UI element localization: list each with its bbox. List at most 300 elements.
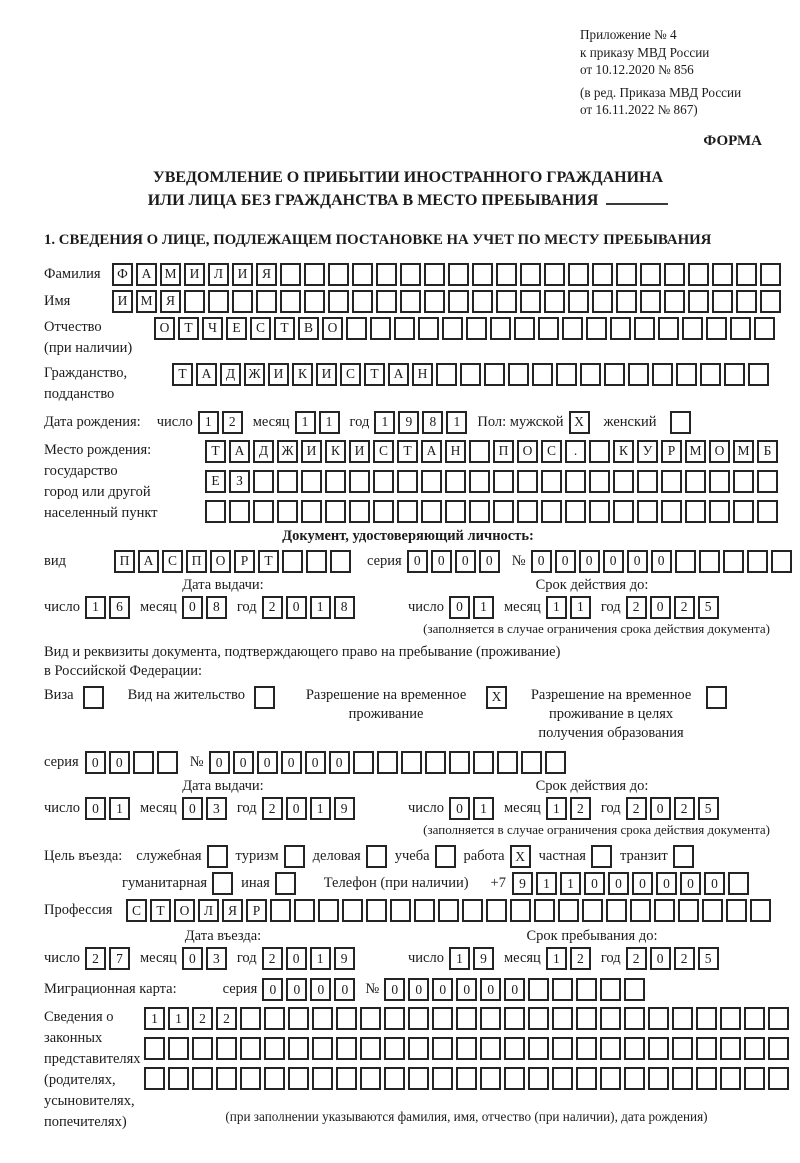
form-cell[interactable]: Т: [172, 363, 193, 386]
form-cell[interactable]: [373, 470, 394, 493]
form-cell[interactable]: [414, 899, 435, 922]
form-cell[interactable]: [384, 1037, 405, 1060]
form-cell[interactable]: 0: [329, 751, 350, 774]
form-cell[interactable]: [528, 1067, 549, 1090]
form-cell[interactable]: [240, 1007, 261, 1030]
form-cell[interactable]: [630, 899, 651, 922]
form-cell[interactable]: 0: [555, 550, 576, 573]
form-cell[interactable]: [493, 500, 514, 523]
form-cell[interactable]: Т: [150, 899, 171, 922]
form-cell[interactable]: [700, 363, 721, 386]
form-cell[interactable]: [480, 1037, 501, 1060]
form-cell[interactable]: 0: [584, 872, 605, 895]
form-cell[interactable]: [712, 290, 733, 313]
form-cell[interactable]: [616, 263, 637, 286]
form-cell[interactable]: [442, 317, 463, 340]
form-cell[interactable]: [460, 363, 481, 386]
form-cell[interactable]: А: [196, 363, 217, 386]
form-cell[interactable]: Е: [205, 470, 226, 493]
form-cell[interactable]: [480, 1067, 501, 1090]
form-cell[interactable]: [312, 1067, 333, 1090]
form-cell[interactable]: [376, 290, 397, 313]
form-cell[interactable]: [688, 263, 709, 286]
form-cell[interactable]: П: [114, 550, 135, 573]
form-cell[interactable]: [469, 500, 490, 523]
form-cell[interactable]: [301, 470, 322, 493]
form-cell[interactable]: [397, 470, 418, 493]
form-cell[interactable]: 0: [651, 550, 672, 573]
form-cell[interactable]: О: [154, 317, 175, 340]
form-cell[interactable]: Ж: [244, 363, 265, 386]
form-cell[interactable]: [528, 978, 549, 1001]
form-cell[interactable]: [600, 1037, 621, 1060]
form-cell[interactable]: [370, 317, 391, 340]
form-cell[interactable]: [747, 550, 768, 573]
form-cell[interactable]: [376, 263, 397, 286]
form-cell[interactable]: [336, 1037, 357, 1060]
form-cell[interactable]: 1: [570, 596, 591, 619]
form-cell[interactable]: .: [565, 440, 586, 463]
form-cell[interactable]: [613, 470, 634, 493]
form-cell[interactable]: [576, 1007, 597, 1030]
form-cell[interactable]: [552, 1037, 573, 1060]
form-cell[interactable]: [496, 290, 517, 313]
form-cell[interactable]: 1: [473, 797, 494, 820]
form-cell[interactable]: [757, 500, 778, 523]
form-cell[interactable]: 2: [262, 797, 283, 820]
form-cell[interactable]: 1: [546, 797, 567, 820]
form-cell[interactable]: 0: [310, 978, 331, 1001]
form-cell[interactable]: [486, 899, 507, 922]
form-cell[interactable]: [589, 470, 610, 493]
form-cell[interactable]: 0: [109, 751, 130, 774]
form-cell[interactable]: [568, 290, 589, 313]
form-cell[interactable]: 1: [546, 596, 567, 619]
form-cell[interactable]: [264, 1067, 285, 1090]
form-cell[interactable]: [624, 1037, 645, 1060]
form-cell[interactable]: К: [613, 440, 634, 463]
form-cell[interactable]: [696, 1037, 717, 1060]
form-cell[interactable]: [352, 290, 373, 313]
form-cell[interactable]: 1: [310, 596, 331, 619]
form-cell[interactable]: [435, 845, 456, 868]
form-cell[interactable]: [325, 470, 346, 493]
form-cell[interactable]: 1: [560, 872, 581, 895]
form-cell[interactable]: 0: [632, 872, 653, 895]
form-cell[interactable]: [497, 751, 518, 774]
form-cell[interactable]: [366, 899, 387, 922]
form-cell[interactable]: 2: [570, 947, 591, 970]
form-cell[interactable]: И: [316, 363, 337, 386]
form-cell[interactable]: [394, 317, 415, 340]
form-cell[interactable]: 0: [182, 797, 203, 820]
form-cell[interactable]: 7: [109, 947, 130, 970]
form-cell[interactable]: 0: [182, 596, 203, 619]
form-cell[interactable]: [534, 899, 555, 922]
form-cell[interactable]: [144, 1067, 165, 1090]
form-cell[interactable]: [240, 1037, 261, 1060]
form-cell[interactable]: [207, 845, 228, 868]
form-cell[interactable]: [192, 1037, 213, 1060]
form-cell[interactable]: [408, 1007, 429, 1030]
form-cell[interactable]: [330, 550, 351, 573]
form-cell[interactable]: [254, 686, 275, 709]
form-cell[interactable]: Я: [222, 899, 243, 922]
form-cell[interactable]: [582, 899, 603, 922]
form-cell[interactable]: 1: [446, 411, 467, 434]
form-cell[interactable]: [448, 290, 469, 313]
form-cell[interactable]: [288, 1037, 309, 1060]
form-cell[interactable]: [604, 363, 625, 386]
form-cell[interactable]: [448, 263, 469, 286]
form-cell[interactable]: 0: [407, 550, 428, 573]
form-cell[interactable]: [192, 1067, 213, 1090]
form-cell[interactable]: 0: [480, 978, 501, 1001]
form-cell[interactable]: 0: [384, 978, 405, 1001]
form-cell[interactable]: [624, 978, 645, 1001]
form-cell[interactable]: К: [292, 363, 313, 386]
form-cell[interactable]: [685, 500, 706, 523]
form-cell[interactable]: 0: [456, 978, 477, 1001]
form-cell[interactable]: [390, 899, 411, 922]
form-cell[interactable]: Д: [220, 363, 241, 386]
form-cell[interactable]: З: [229, 470, 250, 493]
form-cell[interactable]: О: [210, 550, 231, 573]
form-cell[interactable]: [216, 1037, 237, 1060]
form-cell[interactable]: [733, 500, 754, 523]
form-cell[interactable]: [706, 686, 727, 709]
form-cell[interactable]: 8: [422, 411, 443, 434]
form-cell[interactable]: [473, 751, 494, 774]
form-cell[interactable]: 0: [286, 596, 307, 619]
form-cell[interactable]: [449, 751, 470, 774]
form-cell[interactable]: [325, 500, 346, 523]
form-cell[interactable]: [580, 363, 601, 386]
form-cell[interactable]: 0: [704, 872, 725, 895]
form-cell[interactable]: [400, 263, 421, 286]
form-cell[interactable]: [432, 1007, 453, 1030]
form-cell[interactable]: [270, 899, 291, 922]
form-cell[interactable]: [418, 317, 439, 340]
form-cell[interactable]: Ф: [112, 263, 133, 286]
form-cell[interactable]: 0: [449, 596, 470, 619]
form-cell[interactable]: 2: [674, 596, 695, 619]
form-cell[interactable]: А: [138, 550, 159, 573]
form-cell[interactable]: Д: [253, 440, 274, 463]
form-cell[interactable]: [565, 470, 586, 493]
form-cell[interactable]: [600, 1067, 621, 1090]
form-cell[interactable]: 0: [627, 550, 648, 573]
form-cell[interactable]: [282, 550, 303, 573]
form-cell[interactable]: [400, 290, 421, 313]
form-cell[interactable]: 2: [570, 797, 591, 820]
form-cell[interactable]: [652, 363, 673, 386]
form-cell[interactable]: [637, 470, 658, 493]
form-cell[interactable]: О: [709, 440, 730, 463]
form-cell[interactable]: 1: [310, 797, 331, 820]
form-cell[interactable]: 5: [698, 596, 719, 619]
form-cell[interactable]: Л: [208, 263, 229, 286]
form-cell[interactable]: [723, 550, 744, 573]
form-cell[interactable]: [586, 317, 607, 340]
form-cell[interactable]: 1: [109, 797, 130, 820]
form-cell[interactable]: [256, 290, 277, 313]
form-cell[interactable]: [493, 470, 514, 493]
form-cell[interactable]: [675, 550, 696, 573]
form-cell[interactable]: 2: [192, 1007, 213, 1030]
form-cell[interactable]: [688, 290, 709, 313]
form-cell[interactable]: [771, 550, 792, 573]
form-cell[interactable]: [504, 1007, 525, 1030]
form-cell[interactable]: С: [541, 440, 562, 463]
form-cell[interactable]: 1: [295, 411, 316, 434]
form-cell[interactable]: [712, 263, 733, 286]
form-cell[interactable]: [157, 751, 178, 774]
form-cell[interactable]: [288, 1007, 309, 1030]
form-cell[interactable]: [545, 751, 566, 774]
form-cell[interactable]: [613, 500, 634, 523]
form-cell[interactable]: [352, 263, 373, 286]
form-cell[interactable]: [384, 1067, 405, 1090]
form-cell[interactable]: [360, 1067, 381, 1090]
form-cell[interactable]: 2: [216, 1007, 237, 1030]
form-cell[interactable]: 0: [262, 978, 283, 1001]
form-cell[interactable]: [425, 751, 446, 774]
form-cell[interactable]: 0: [680, 872, 701, 895]
form-cell[interactable]: [275, 872, 296, 895]
form-cell[interactable]: X: [510, 845, 531, 868]
form-cell[interactable]: 0: [286, 947, 307, 970]
form-cell[interactable]: [600, 978, 621, 1001]
form-cell[interactable]: Т: [178, 317, 199, 340]
form-cell[interactable]: [472, 263, 493, 286]
form-cell[interactable]: 1: [198, 411, 219, 434]
form-cell[interactable]: [544, 290, 565, 313]
form-cell[interactable]: 0: [455, 550, 476, 573]
form-cell[interactable]: [349, 500, 370, 523]
form-cell[interactable]: [484, 363, 505, 386]
form-cell[interactable]: Т: [205, 440, 226, 463]
form-cell[interactable]: 1: [144, 1007, 165, 1030]
form-cell[interactable]: [83, 686, 104, 709]
form-cell[interactable]: 1: [473, 596, 494, 619]
form-cell[interactable]: [294, 899, 315, 922]
form-cell[interactable]: [462, 899, 483, 922]
form-cell[interactable]: [720, 1067, 741, 1090]
form-cell[interactable]: [664, 290, 685, 313]
form-cell[interactable]: [342, 899, 363, 922]
form-cell[interactable]: [346, 317, 367, 340]
form-cell[interactable]: [726, 899, 747, 922]
form-cell[interactable]: [624, 1067, 645, 1090]
form-cell[interactable]: [445, 500, 466, 523]
form-cell[interactable]: [658, 317, 679, 340]
form-cell[interactable]: [469, 470, 490, 493]
form-cell[interactable]: [600, 1007, 621, 1030]
form-cell[interactable]: [760, 263, 781, 286]
form-cell[interactable]: [508, 363, 529, 386]
form-cell[interactable]: [277, 470, 298, 493]
form-cell[interactable]: Н: [445, 440, 466, 463]
form-cell[interactable]: [144, 1037, 165, 1060]
form-cell[interactable]: А: [421, 440, 442, 463]
form-cell[interactable]: [682, 317, 703, 340]
form-cell[interactable]: [757, 470, 778, 493]
form-cell[interactable]: [328, 290, 349, 313]
form-cell[interactable]: [750, 899, 771, 922]
form-cell[interactable]: [328, 263, 349, 286]
form-cell[interactable]: [736, 263, 757, 286]
form-cell[interactable]: [212, 872, 233, 895]
form-cell[interactable]: [520, 290, 541, 313]
form-cell[interactable]: Р: [661, 440, 682, 463]
form-cell[interactable]: 0: [656, 872, 677, 895]
form-cell[interactable]: [456, 1007, 477, 1030]
form-cell[interactable]: [277, 500, 298, 523]
form-cell[interactable]: [702, 899, 723, 922]
form-cell[interactable]: Ч: [202, 317, 223, 340]
form-cell[interactable]: [562, 317, 583, 340]
form-cell[interactable]: [349, 470, 370, 493]
form-cell[interactable]: Т: [258, 550, 279, 573]
form-cell[interactable]: Т: [274, 317, 295, 340]
form-cell[interactable]: А: [388, 363, 409, 386]
form-cell[interactable]: 2: [674, 947, 695, 970]
form-cell[interactable]: 2: [85, 947, 106, 970]
form-cell[interactable]: [304, 290, 325, 313]
form-cell[interactable]: Н: [412, 363, 433, 386]
form-cell[interactable]: [648, 1037, 669, 1060]
form-cell[interactable]: [706, 317, 727, 340]
form-cell[interactable]: 8: [334, 596, 355, 619]
form-cell[interactable]: Л: [198, 899, 219, 922]
form-cell[interactable]: 1: [546, 947, 567, 970]
form-cell[interactable]: [640, 263, 661, 286]
form-cell[interactable]: [541, 470, 562, 493]
form-cell[interactable]: [517, 500, 538, 523]
form-cell[interactable]: [676, 363, 697, 386]
form-cell[interactable]: [253, 500, 274, 523]
form-cell[interactable]: 8: [206, 596, 227, 619]
form-cell[interactable]: [673, 845, 694, 868]
form-cell[interactable]: [168, 1067, 189, 1090]
form-cell[interactable]: [472, 290, 493, 313]
form-cell[interactable]: Я: [256, 263, 277, 286]
form-cell[interactable]: 0: [281, 751, 302, 774]
form-cell[interactable]: [589, 500, 610, 523]
form-cell[interactable]: [664, 263, 685, 286]
form-cell[interactable]: [678, 899, 699, 922]
form-cell[interactable]: 9: [334, 947, 355, 970]
form-cell[interactable]: 5: [698, 947, 719, 970]
form-cell[interactable]: [661, 470, 682, 493]
form-cell[interactable]: [744, 1007, 765, 1030]
form-cell[interactable]: [556, 363, 577, 386]
form-cell[interactable]: [229, 500, 250, 523]
form-cell[interactable]: [538, 317, 559, 340]
form-cell[interactable]: [456, 1067, 477, 1090]
form-cell[interactable]: С: [162, 550, 183, 573]
form-cell[interactable]: [634, 317, 655, 340]
form-cell[interactable]: [748, 363, 769, 386]
form-cell[interactable]: [541, 500, 562, 523]
form-cell[interactable]: [648, 1067, 669, 1090]
form-cell[interactable]: 1: [536, 872, 557, 895]
form-cell[interactable]: 0: [608, 872, 629, 895]
form-cell[interactable]: [366, 845, 387, 868]
form-cell[interactable]: [436, 363, 457, 386]
form-cell[interactable]: [264, 1037, 285, 1060]
form-cell[interactable]: [528, 1007, 549, 1030]
form-cell[interactable]: С: [126, 899, 147, 922]
form-cell[interactable]: 1: [374, 411, 395, 434]
form-cell[interactable]: [637, 500, 658, 523]
form-cell[interactable]: [232, 290, 253, 313]
form-cell[interactable]: [661, 500, 682, 523]
form-cell[interactable]: [360, 1037, 381, 1060]
form-cell[interactable]: [640, 290, 661, 313]
form-cell[interactable]: [724, 363, 745, 386]
form-cell[interactable]: [336, 1007, 357, 1030]
form-cell[interactable]: [696, 1067, 717, 1090]
form-cell[interactable]: 0: [650, 947, 671, 970]
form-cell[interactable]: 0: [432, 978, 453, 1001]
form-cell[interactable]: [432, 1037, 453, 1060]
form-cell[interactable]: 6: [109, 596, 130, 619]
form-cell[interactable]: С: [373, 440, 394, 463]
form-cell[interactable]: 2: [626, 797, 647, 820]
form-cell[interactable]: [496, 263, 517, 286]
form-cell[interactable]: 0: [579, 550, 600, 573]
form-cell[interactable]: [480, 1007, 501, 1030]
form-cell[interactable]: 0: [650, 797, 671, 820]
form-cell[interactable]: [240, 1067, 261, 1090]
form-cell[interactable]: И: [232, 263, 253, 286]
form-cell[interactable]: [520, 263, 541, 286]
form-cell[interactable]: М: [733, 440, 754, 463]
form-cell[interactable]: [709, 470, 730, 493]
form-cell[interactable]: 0: [504, 978, 525, 1001]
form-cell[interactable]: Р: [246, 899, 267, 922]
form-cell[interactable]: [264, 1007, 285, 1030]
form-cell[interactable]: [696, 1007, 717, 1030]
form-cell[interactable]: [469, 440, 490, 463]
form-cell[interactable]: [514, 317, 535, 340]
form-cell[interactable]: 9: [334, 797, 355, 820]
form-cell[interactable]: 0: [603, 550, 624, 573]
form-cell[interactable]: 1: [310, 947, 331, 970]
form-cell[interactable]: [384, 1007, 405, 1030]
form-cell[interactable]: 0: [531, 550, 552, 573]
form-cell[interactable]: 2: [262, 947, 283, 970]
form-cell[interactable]: [373, 500, 394, 523]
form-cell[interactable]: И: [184, 263, 205, 286]
form-cell[interactable]: [408, 1037, 429, 1060]
form-cell[interactable]: 2: [262, 596, 283, 619]
form-cell[interactable]: [401, 751, 422, 774]
form-cell[interactable]: [424, 290, 445, 313]
form-cell[interactable]: [720, 1007, 741, 1030]
form-cell[interactable]: [466, 317, 487, 340]
form-cell[interactable]: 9: [473, 947, 494, 970]
form-cell[interactable]: [736, 290, 757, 313]
form-cell[interactable]: [528, 1037, 549, 1060]
form-cell[interactable]: [733, 470, 754, 493]
form-cell[interactable]: [490, 317, 511, 340]
form-cell[interactable]: [521, 751, 542, 774]
form-cell[interactable]: [672, 1037, 693, 1060]
form-cell[interactable]: 0: [286, 978, 307, 1001]
